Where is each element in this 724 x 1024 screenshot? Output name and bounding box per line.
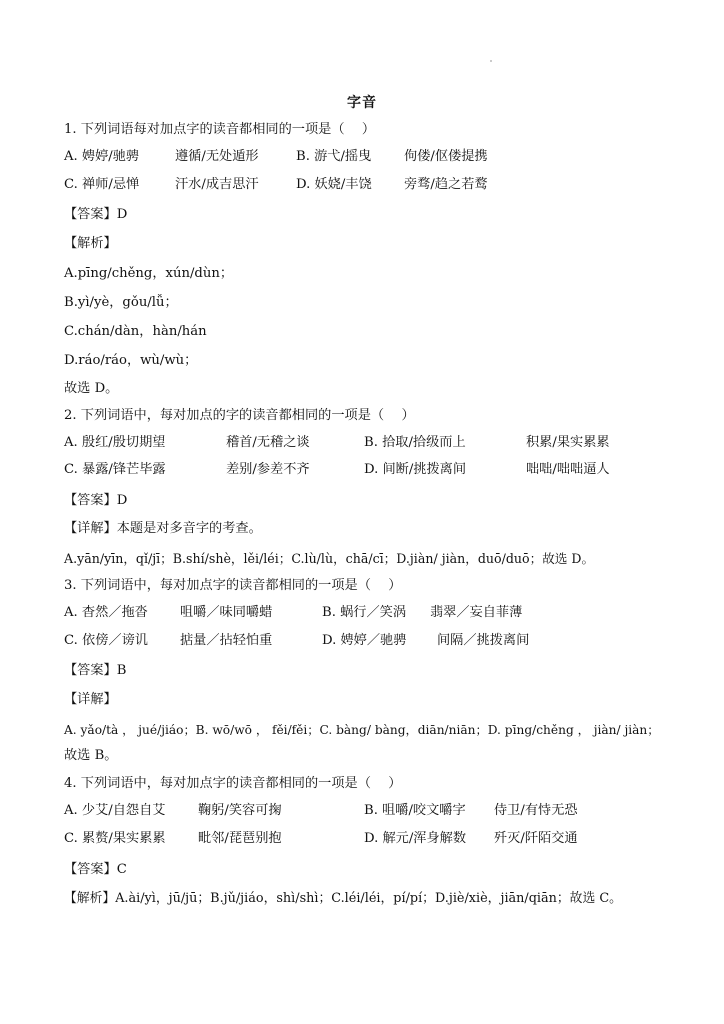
q2-option-a1: A. 殷红/殷切期望 [64, 435, 166, 450]
q3-option-c2: 掂量／拈轻怕重 [180, 633, 273, 648]
q1-answer-value: D [116, 207, 128, 222]
q2-answer-tag: 【答案】 [64, 493, 117, 508]
q3-option-b1: B. 蜗行／笑涡 [322, 605, 407, 620]
q3-answer-tag: 【答案】 [64, 663, 117, 678]
q3-option-b2: 翡翠／妄自菲薄 [430, 605, 523, 620]
q3-conclusion: 故选 B。 [64, 748, 118, 763]
q2-option-d2: 咄咄/咄咄逼人 [526, 462, 610, 477]
q1-analysis-tag: 【解析】 [64, 236, 117, 251]
q2-answer [64, 492, 127, 510]
q3-answer-value: B [116, 663, 127, 678]
q4-answer-tag: 【答案】 [64, 862, 117, 877]
q4-option-a1: A. 少艾/自怨自艾 [64, 803, 166, 818]
q3-analysis-tag: 【详解】 [64, 692, 117, 707]
q3-answer [64, 662, 126, 680]
q2-option-d1: D. 间断/挑拨离间 [364, 462, 467, 477]
q1-option-b1: B. 游弋/摇曳 [296, 149, 372, 164]
q1-conclusion: 故选 D。 [64, 381, 119, 396]
q4-answer-value: C [116, 862, 127, 877]
q4-explain: A.ài/yì，jū/jū；B.jǔ/jiáo，shì/shì；C.léi/léi，pí/pí；D.jiè/xiè，jiān/qiān；故选 C。 [115, 891, 622, 906]
q3-option-d1: D. 娉婷／驰骋 [322, 633, 407, 648]
q4-option-b2: 侍卫/有恃无恐 [494, 803, 578, 818]
q1-option-c2: 汗水/成吉思汗 [175, 177, 259, 192]
q2-analysis [64, 520, 262, 538]
q2-option-c1: C. 暴露/锋芒毕露 [64, 462, 166, 477]
q3-option-d2: 间隔／挑拨离间 [437, 633, 530, 648]
q4-answer [64, 861, 127, 879]
q2-explain: A.yān/yīn，qǐ/jī；B.shí/shè，lěi/léi；C.lù/lù，chā/cī；D.jiàn/ jiàn，duō/duō；故选 D。 [64, 551, 595, 566]
q2-option-c2: 差别/参差不齐 [226, 462, 310, 477]
q3-option-a1: A. 杳然／拖沓 [64, 605, 148, 620]
q2-answer-value: D [116, 493, 128, 508]
q1-explain-b: B.yì/yè，gǒu/lǚ； [64, 295, 178, 310]
q1-stem: 1. 下列词语每对加点字的读音都相同的一项是（ ） [64, 122, 376, 137]
q3-option-c1: C. 依傍／谤讥 [64, 633, 148, 648]
q3-explain: A. yǎo/tà ， jué/jiáo；B. wō/wō ， fěi/fěi；C. bàng/ bàng，diān/niān；D. pīng/chěng ， jiàn/ jiàn； [64, 723, 660, 737]
q1-explain-d: D.ráo/ráo，wù/wù； [64, 353, 198, 368]
q2-option-b1: B. 拾取/拾级而上 [364, 435, 466, 450]
q1-option-b2: 佝偻/伛偻提携 [404, 149, 488, 164]
q1-answer [64, 206, 127, 224]
q4-option-c2: 毗邻/琵琶别抱 [198, 831, 282, 846]
q1-explain-a: A.pīng/chěng，xún/dùn； [64, 266, 234, 281]
q4-analysis [64, 890, 622, 908]
q4-option-d2: 歼灭/阡陌交通 [494, 831, 578, 846]
q2-analysis-tag: 【详解】 [64, 521, 117, 536]
q2-stem: 2. 下列词语中，每对加点的字的读音都相同的一项是（ ） [64, 408, 415, 423]
q2-analysis-text: 本题是对多音字的考查。 [116, 521, 262, 536]
q1-option-a1: A. 娉婷/驰骋 [64, 149, 140, 164]
q1-answer-tag: 【答案】 [64, 207, 117, 222]
q4-analysis-tag: 【解析】 [64, 891, 116, 906]
scan-speck [490, 60, 492, 62]
q1-option-a2: 遵循/无处遁形 [175, 149, 259, 164]
q4-option-b1: B. 咀嚼/咬文嚼字 [364, 803, 466, 818]
q3-stem: 3. 下列词语中，每对加点字的读音都相同的一项是（ ） [64, 578, 402, 593]
q2-option-a2: 稽首/无稽之谈 [226, 435, 310, 450]
q4-stem: 4. 下列词语中，每对加点字的读音都相同的一项是（ ） [64, 776, 402, 791]
q1-option-c1: C. 禅师/忌惮 [64, 177, 140, 192]
q2-option-b2: 积累/果实累累 [526, 435, 610, 450]
q1-option-d1: D. 妖娆/丰饶 [296, 177, 372, 192]
page-title: 字音 [347, 95, 377, 111]
q4-option-c1: C. 累赘/果实累累 [64, 831, 166, 846]
q4-option-d1: D. 解元/浑身解数 [364, 831, 467, 846]
q3-option-a2: 咀嚼／味同嚼蜡 [180, 605, 273, 620]
q1-option-d2: 旁骛/趋之若鹜 [404, 177, 488, 192]
q1-explain-c: C.chán/dàn，hàn/hán [64, 324, 207, 339]
q4-option-a2: 鞠躬/笑容可掬 [198, 803, 282, 818]
